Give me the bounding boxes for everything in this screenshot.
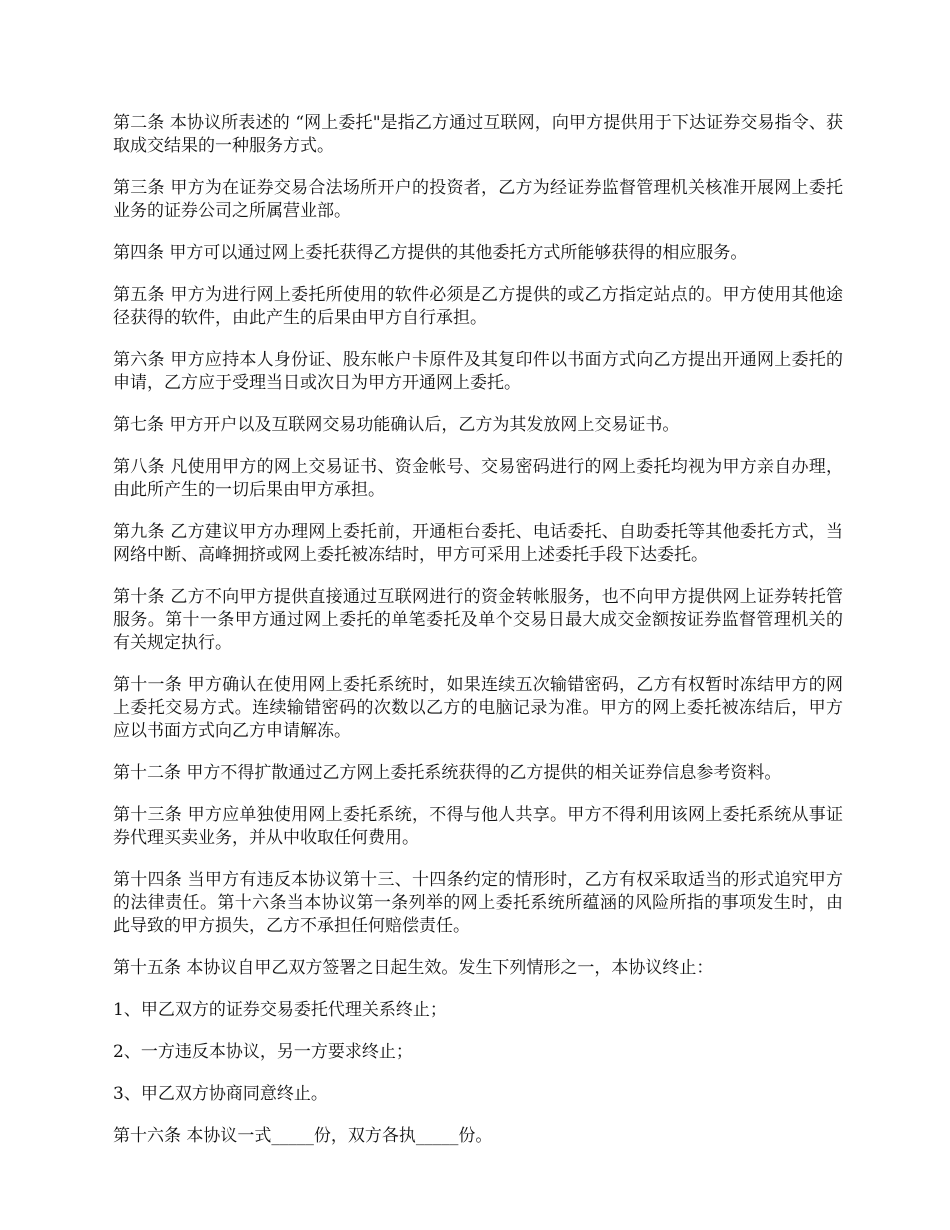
termination-item-1: 1、甲乙双方的证券交易委托代理关系终止； xyxy=(113,1000,447,1020)
clause-5: 第五条 甲方为进行网上委托所使用的软件必须是乙方提供的或乙方指定站点的。甲方使用其他途径获得的软件，由此产生的后果由甲方自行承担。 xyxy=(113,285,843,328)
document-body xyxy=(113,112,843,1167)
clause-2: 第二条 本协议所表述的 “网上委托"是指乙方通过互联网，向甲方提供用于下达证券交易指令、获取成交结果的一种服务方式。 xyxy=(113,113,843,156)
clause-8: 第八条 凡使用甲方的网上交易证书、资金帐号、交易密码进行的网上委托均视为甲方亲自办理，由此所产生的一切后果由甲方承担。 xyxy=(113,457,843,500)
clause-11: 第十一条 甲方确认在使用网上委托系统时，如果连续五次输错密码，乙方有权暂时冻结甲方的网上委托交易方式。连续输错密码的次数以乙方的电脑记录为准。甲方的网上委托被冻结后，甲方应以书面方式向乙方申请解冻。 xyxy=(113,675,843,741)
clause-15: 第十五条 本协议自甲乙双方签署之日起生效。发生下列情形之一，本协议终止： xyxy=(113,958,714,978)
clause-10: 第十条 乙方不向甲方提供直接通过互联网进行的资金转帐服务，也不向甲方提供网上证券转托管服务。第十一条甲方通过网上委托的单笔委托及单个交易日最大成交金额按证券监督管理机关的有关规定执行。 xyxy=(113,587,843,653)
clause-7: 第七条 甲方开户以及互联网交易功能确认后，乙方为其发放网上交易证书。 xyxy=(113,415,680,435)
clause-9: 第九条 乙方建议甲方办理网上委托前，开通柜台委托、电话委托、自助委托等其他委托方式，当网络中断、高峰拥挤或网上委托被冻结时，甲方可采用上述委托手段下达委托。 xyxy=(113,522,843,565)
clause-12: 第十二条 甲方不得扩散通过乙方网上委托系统获得的乙方提供的相关证券信息参考资料。 xyxy=(113,763,782,783)
termination-item-2: 2、一方违反本协议，另一方要求终止； xyxy=(113,1042,413,1062)
clause-13: 第十三条 甲方应单独使用网上委托系统，不得与他人共享。甲方不得利用该网上委托系统从事证券代理买卖业务，并从中收取任何费用。 xyxy=(113,805,843,848)
clause-4: 第四条 甲方可以通过网上委托获得乙方提供的其他委托方式所能够获得的相应服务。 xyxy=(113,243,748,263)
clause-14: 第十四条 当甲方有违反本协议第十三、十四条约定的情形时，乙方有权采取适当的形式追究甲方的法律责任。第十六条当本协议第一条列举的网上委托系统所蕴涵的风险所指的事项发生时，由此导致的甲方损失，乙方不承担任何赔偿责任。 xyxy=(113,870,843,936)
clause-6: 第六条 甲方应持本人身份证、股东帐户卡原件及其复印件以书面方式向乙方提出开通网上委托的申请，乙方应于受理当日或次日为甲方开通网上委托。 xyxy=(113,350,843,393)
clause-3: 第三条 甲方为在证券交易合法场所开户的投资者，乙方为经证券监督管理机关核准开展网上委托业务的证券公司之所属营业部。 xyxy=(113,178,843,221)
termination-item-3: 3、甲乙双方协商同意终止。 xyxy=(113,1084,328,1104)
clause-16: 第十六条 本协议一式_____份，双方各执_____份。 xyxy=(113,1126,493,1146)
